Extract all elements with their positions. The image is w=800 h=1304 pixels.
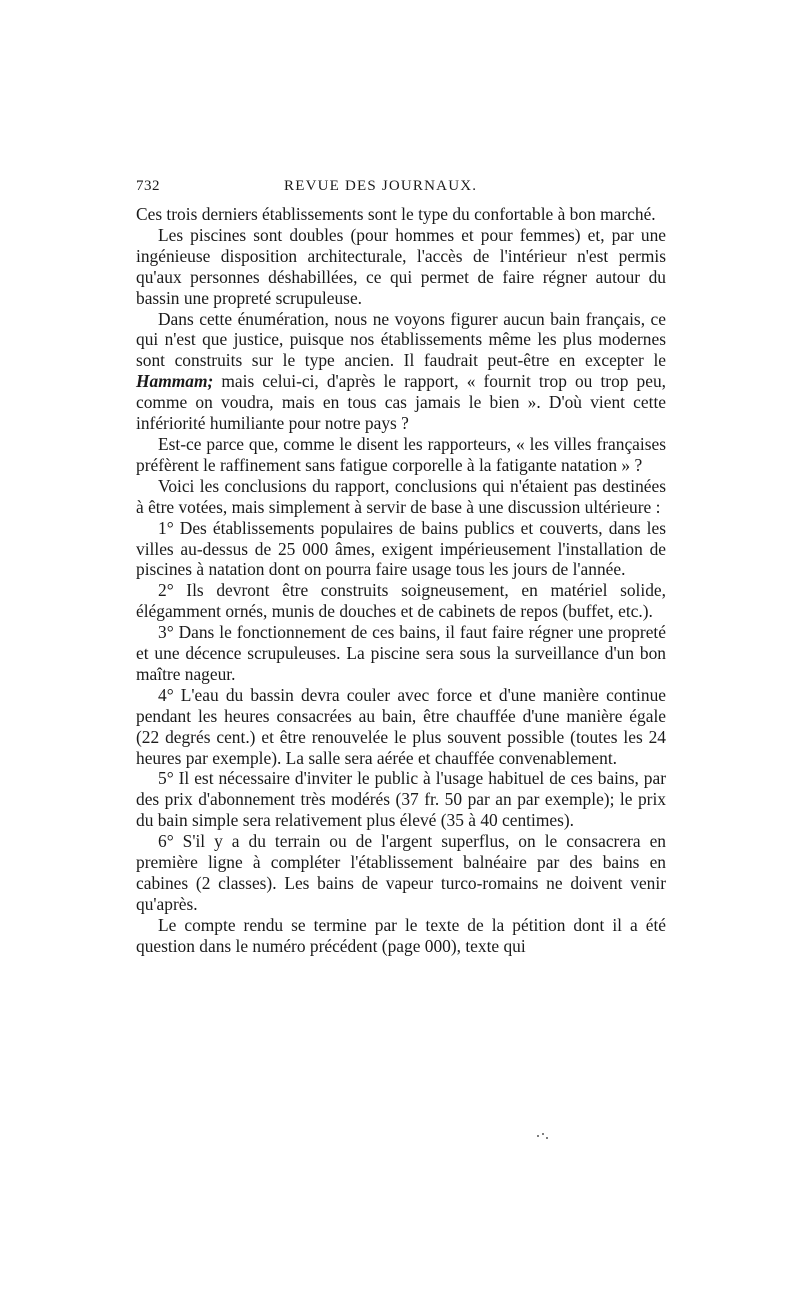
journal-page [136,178,666,957]
conclusion-item-6: 6° S'il y a du terrain ou de l'argent superflus, on le consacrera en première ligne à compléter l'établissement balnéaire par des bains en cabines (2 classes). Les bains de vapeur turco-romains ne doivent venir qu'après. [136,831,666,914]
conclusion-item-1: 1° Des établissements populaires de bains publics et couverts, dans les villes au-dessus de 25 000 âmes, exigent impérieusement l'installation de piscines à natation dont on pourra faire usage tous les jours de l'année. [136,517,666,580]
hammam-emphasis: Hammam; [136,371,214,392]
article-body [136,204,666,957]
paragraph-conclusions: Voici les conclusions du rapport, conclusions qui n'étaient pas destinées à être votées, mais simplement à servir de base à une discussion ultérieure : [136,475,666,517]
paragraph-enumeration [136,309,666,434]
journal-title: REVUE DES JOURNAUX. [284,178,478,194]
ink-specks [537,1133,549,1139]
paragraph-piscines: Les piscines sont doubles (pour hommes et pour femmes) et, par une ingénieuse disposition architecturale, l'accès de l'intérieur n'est permis qu'aux personnes déshabillées, ce qui permet de faire régner autour du bassin une propreté scrupuleuse. [136,224,666,308]
conclusion-item-5: 5° Il est nécessaire d'inviter le public à l'usage habituel de ces bains, par des prix d'abonnement très modérés (37 fr. 50 par an par exemple); le prix du bain simple sera relativement plus élevé (35 à 40 centimes). [136,768,666,831]
running-head [136,178,666,204]
conclusion-item-2: 2° Ils devront être construits soigneusement, en matériel solide, élégamment ornés, munis de douches et de cabinets de repos (buffet, etc.). [136,580,666,622]
paragraph-compte-rendu: Le compte rendu se termine par le texte de la pétition dont il a été question dans le numéro précédent (page 000), texte qui [136,914,666,956]
conclusion-item-4: 4° L'eau du bassin devra couler avec force et d'une manière continue pendant les heures consacrées au bain, être chauffée d'une manière égale (22 degrés cent.) et être renouvelée le plus souvent possible (toutes les 24 heures par exemple). La salle sera aérée et chauffée convenablement. [136,684,666,768]
paragraph-rapporteurs: Est-ce parce que, comme le disent les rapporteurs, « les villes françaises préfèrent le raffinement sans fatigue corporelle à la fatigante natation » ? [136,433,666,475]
page-number: 732 [136,178,160,194]
conclusion-item-3: 3° Dans le fonctionnement de ces bains, il faut faire régner une propreté et une décence scrupuleuses. La piscine sera sous la surveillance d'un bon maître nageur. [136,622,666,684]
paragraph-bon-marche: Ces trois derniers établissements sont le type du confortable à bon marché. [136,204,656,224]
paragraph-enumeration-end: mais celui-ci, d'après le rapport, « fournit trop ou trop peu, comme on voudra, mais en tous cas jamais le bien ». D'où vient cette infériorité humiliante pour notre pays ? [136,371,666,434]
paragraph-enumeration-start: Dans cette énumération, nous ne voyons figurer aucun bain français, ce qui n'est que justice, puisque nos établissements même les plus modernes sont construits sur le type ancien. Il faudrait peut-être en excepter le [136,308,666,371]
